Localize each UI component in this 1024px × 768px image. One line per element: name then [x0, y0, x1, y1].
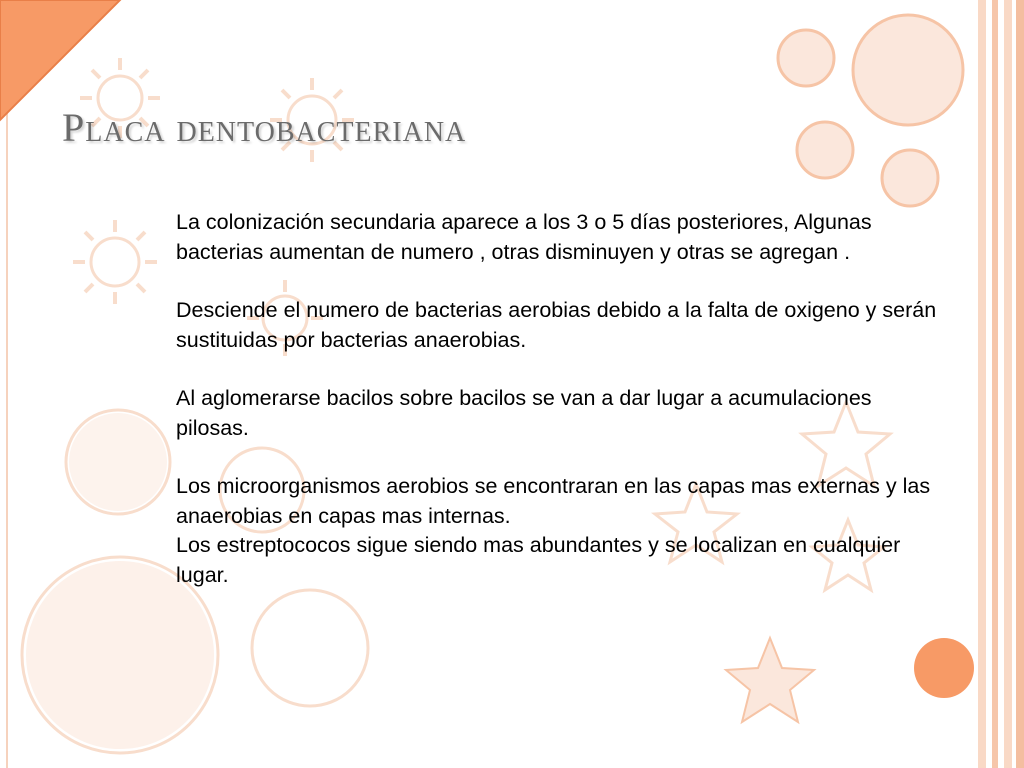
star-decoration [726, 638, 814, 722]
paragraph: La colonización secundaria aparece a los 3 o 5 días posteriores, Algunas bacterias aumentan de numero , otras disminuyen y otras se agregan . [176, 210, 872, 264]
paragraph: Al aglomerarse bacilos sobre bacilos se van a dar lugar a acumulaciones pilosas. [176, 386, 872, 440]
accent-dot [914, 638, 974, 698]
paragraph: Los estreptococos sigue siendo mas abundantes y se localizan en cualquier lugar. [176, 533, 901, 587]
left-border-line [6, 60, 8, 768]
circle-decoration [778, 15, 963, 206]
paragraph: Desciende el numero de bacterias aerobias debido a la falta de oxigeno y serán sustituidas por bacterias anaerobias. [176, 298, 937, 352]
slide-title: Placa dentobacteriana [62, 105, 467, 150]
sun-decoration [73, 220, 157, 304]
right-stripe [1004, 0, 1012, 768]
right-stripe [992, 0, 998, 768]
circle-decoration [69, 413, 167, 511]
slide-body [176, 208, 946, 590]
right-stripe [978, 0, 986, 768]
right-stripe [1016, 0, 1024, 768]
paragraph: Los microorganismos aerobios se encontraran en las capas mas externas y las anaerobias en capas mas internas. [176, 474, 931, 528]
